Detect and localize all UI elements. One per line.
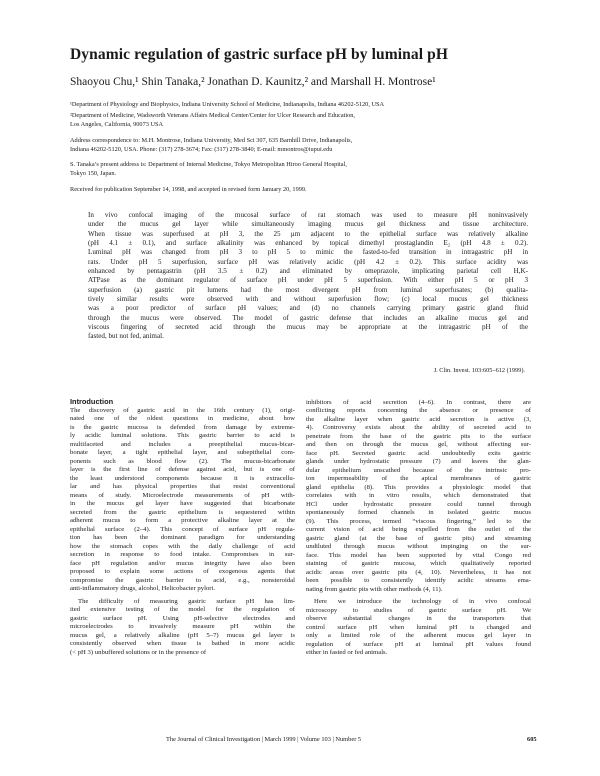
text-line: Luminal pH was changed from pH 3 to pH 5 to mimic the fasted-to-fed transition in intragastric pH in xyxy=(88,248,528,257)
text-line: only a limited role of the adherent mucus gel layer in xyxy=(306,632,531,640)
text-line: (9). This process, termed “viscous fingering,” led to the xyxy=(306,517,531,525)
page-number: 605 xyxy=(527,736,537,743)
text-line: means of study. Microelectrode measurements of pH with- xyxy=(70,491,295,499)
text-line: how the stomach copes with the daily challenge of acid xyxy=(70,542,295,550)
text-line: ton impermeability of the apical membranes of gastric xyxy=(306,475,531,483)
text-line: proposed to explain some actions of exogenous agents that xyxy=(70,568,295,576)
text-line: in the mucus gel layer have suggested that bicarbonate xyxy=(70,500,295,508)
text-line: current vision of acid being expelled from the outlet of the xyxy=(306,526,531,534)
text-line: viscous fingering of secreted acid through the mucus may be appropriate at the intragastric pH of the xyxy=(88,323,528,332)
text-line: under the mucus gel layer while simultaneously imaging mucus gel thickness and tissue architecture. xyxy=(88,220,528,229)
text-line: rats. Under pH 5 superfusion, surface pH was relatively acidic (pH 4.2 ± 0.2). This surface acidity was xyxy=(88,257,528,266)
text-line: conflicting reports concerning the absence or presence of xyxy=(306,407,531,415)
text-line: inhibitors of acid secretion (4–6). In contrast, there are xyxy=(306,399,531,406)
text-line: The discovery of gastric acid in the 16th century (1), origi- xyxy=(70,407,295,414)
text-line: face. This model has been supported by vital Congo red xyxy=(306,551,531,559)
text-line: tion has been the dominant paradigm for understanding xyxy=(70,534,295,542)
left-column xyxy=(70,397,295,657)
text-line: through the mucus were observed. The model of gastric defense that includes an alkaline mucus gel and xyxy=(88,313,528,322)
text-line: tively similar results were observed with and without superfusion flow; (c) local mucus gel thickness xyxy=(88,295,528,304)
footer-journal-info: The Journal of Clinical Investigation | March 1999 | Volume 103 | Number 5 xyxy=(166,736,362,743)
text-line: adherent mucus to form a protective alkaline layer at the xyxy=(70,517,295,525)
text-line: enhanced by pentagastrin (pH 3.5 ± 0.2) and eliminated by omeprazole, implicating parietal cell H,K- xyxy=(88,267,528,276)
text-line: was a poor predictor of surface pH values; and (d) no channels carrying primary gastric gland fluid xyxy=(88,304,528,313)
text-line: undiluted through mucus without impinging on the sur- xyxy=(306,543,531,551)
text-line: ponents such as blood flow (2). The mucus-bicarbonate xyxy=(70,457,295,465)
text-line: ited extensive testing of the model for the regulation of xyxy=(70,606,295,614)
text-line: the alkaline layer when gastric acid secretion is active (3, xyxy=(306,415,531,423)
text-line: compromise the gastric barrier to acid, e.g., nonsteroidal xyxy=(70,576,295,584)
text-line: 4). Controversy exists about the ability of secreted acid to xyxy=(306,424,531,432)
text-line: In vivo confocal imaging of the mucosal surface of rat stomach was used to measure pH noninvasively xyxy=(88,211,528,219)
text-line: microelectrodes to invasively measure pH within the xyxy=(70,623,295,631)
text-line: lar and has physical properties that resist conventional xyxy=(70,483,295,491)
text-line: anti-inflammatory drugs, alcohol, Helicobacter pylori. xyxy=(70,585,216,593)
text-line: staining of gastric mucosa, which qualitatively reported xyxy=(306,560,531,568)
present-address-note xyxy=(70,160,540,178)
text-line: gastric surface pH. Using pH-selective electrodes and xyxy=(70,614,295,622)
text-line: bonate layer, a tight epithelial layer, and subepithelial com- xyxy=(70,449,295,457)
text-line: ly acidic luminal solutions. This gastric barrier to acid is xyxy=(70,432,295,440)
paragraph-4 xyxy=(306,598,531,657)
text-line: observe substantial changes in the transporters that xyxy=(306,615,531,623)
text-line: penetrate from the base of the gastric pits to the surface xyxy=(306,432,531,440)
text-line: mucus gel, a relatively alkaline (pH 5–7) mucus gel layer is xyxy=(70,631,295,639)
text-line: control surface pH when luminal pH is changed and xyxy=(306,623,531,631)
affiliation-2 xyxy=(70,111,540,129)
text-line: regulation of surface pH at luminal pH values found xyxy=(306,640,531,648)
text-line: correlates with in vitro results, which demonstrated that xyxy=(306,492,531,500)
affiliation-line: ¹Department of Physiology and Biophysics, Indiana University School of Medicine, Indianapolis, Indiana 46202-5120, USA xyxy=(70,101,385,108)
text-line: consistently observed when tissue is bathed in more acidic xyxy=(70,640,295,648)
text-line: When tissue was superfused at pH 3, the 25 μm adjacent to the epithelial surface was relatively alkaline xyxy=(88,229,528,238)
text-line: acidic areas over gastric pits (4, 10). Nevertheless, it has not xyxy=(306,568,531,576)
text-line: microscopy to studies of gastric surface pH. We xyxy=(306,606,531,614)
article-title: Dynamic regulation of gastric surface pH by luminal pH xyxy=(70,46,448,63)
text-line: fasted, but not fed, animal. xyxy=(88,332,164,341)
text-line: multifaceted and includes a preepithelial mucus-bicar- xyxy=(70,440,295,448)
text-line: (pH 4.1 ± 0.1), and surface alkalinity was enhanced by topical dimethyl prostaglandin E₂ (pH 4.8 ± 0.2). xyxy=(88,239,528,248)
text-line: the least understood components because it is extracellu- xyxy=(70,474,295,482)
text-line: face pH. Secreted gastric acid undoubtedly exits gastric xyxy=(306,449,531,457)
text-line: spontaneously formed channels in isolated gastric mucus xyxy=(306,509,531,517)
correspondence-line: Indiana 46202-5120, USA. Phone: (317) 278-3674; Fax: (317) 278-3840; E-mail: mmontros@iupui.edu xyxy=(70,146,333,153)
text-line: either in fasted or fed animals. xyxy=(306,649,388,657)
text-line: Here we introduce the technology of in vivo confocal xyxy=(314,598,531,606)
received-date: Received for publication September 14, 1998, and accepted in revised form January 20, 1999. xyxy=(70,186,307,193)
text-line: nated one of the oldest questions in medicine, about how xyxy=(70,415,295,423)
text-line: face pH regulation and/or mucus integrity have also been xyxy=(70,559,295,567)
text-line: secretion in response to food intake. Compromises in sur- xyxy=(70,551,295,559)
present-address-line: S. Tanaka’s present address is: Department of Internal Medicine, Tokyo Metropolitan Hiroo General Hospital, xyxy=(70,161,347,168)
abstract xyxy=(88,211,528,342)
text-line: HCl under hydrostatic pressure could tunnel through xyxy=(306,500,531,508)
text-line: The difficulty of measuring gastric surface pH has lim- xyxy=(78,597,295,605)
text-line: gastric gland (at the base of gastric pits) and streaming xyxy=(306,534,531,542)
author-list: Shaoyou Chu,¹ Shin Tanaka,² Jonathan D. Kaunitz,² and Marshall H. Montrose¹ xyxy=(70,76,436,88)
text-line: been possible to consistently identify acidic streams ema- xyxy=(306,577,531,585)
text-line: ATPase as the dominant regulator of surface pH under pH 5 superfusion. With either pH 5 or pH 3 xyxy=(88,276,528,285)
affiliation-line: ²Department of Medicine, Wadsworth Veterans Affairs Medical Center/Center for Ulcer Research and Education, xyxy=(70,112,355,119)
paragraph-1 xyxy=(70,407,295,594)
text-line: nating from gastric pits with other methods (4, 11). xyxy=(306,585,443,593)
paragraph-3 xyxy=(306,399,531,594)
text-line: (< pH 3) unbuffered solutions or in the presence of xyxy=(70,648,207,656)
present-address-line: Tokyo 150, Japan. xyxy=(70,170,117,177)
affiliation-1 xyxy=(70,100,540,109)
text-line: dular epithelium unscathed because of the intrinsic pro- xyxy=(306,466,531,474)
correspondence-line: Address correspondence to: M.H. Montrose, Indiana University, Med Sci 307, 635 Barnhill Drive, Indianapolis, xyxy=(70,137,353,144)
text-line: is the gastric mucosa is defended from damage by extreme- xyxy=(70,423,295,431)
text-line: secreted from the gastric epithelium is sequestered within xyxy=(70,508,295,516)
text-line: gland epithelia (8). This provides a physiologic model that xyxy=(306,483,531,491)
paragraph-2 xyxy=(70,598,295,657)
text-line: superfusion (a) gastric pit lumens had the most divergent pH from luminal superfusates; (b) qualita- xyxy=(88,285,528,294)
text-line: and then on through the mucus gel, without affecting sur- xyxy=(306,441,531,449)
section-heading-introduction: Introduction xyxy=(70,397,114,406)
correspondence-address xyxy=(70,136,540,154)
text-line: layer is the first line of defense against acid, but is one of xyxy=(70,466,295,474)
text-line: epithelial surface (2–4). This concept of surface pH regula- xyxy=(70,525,295,533)
text-line: glands under hydrostatic pressure (7) and leaves the glan- xyxy=(306,458,531,466)
citation: J. Clin. Invest. 103:605–612 (1999). xyxy=(433,367,525,374)
affiliation-line: Los Angeles, California, 90073 USA xyxy=(70,121,164,128)
right-column xyxy=(306,399,531,658)
